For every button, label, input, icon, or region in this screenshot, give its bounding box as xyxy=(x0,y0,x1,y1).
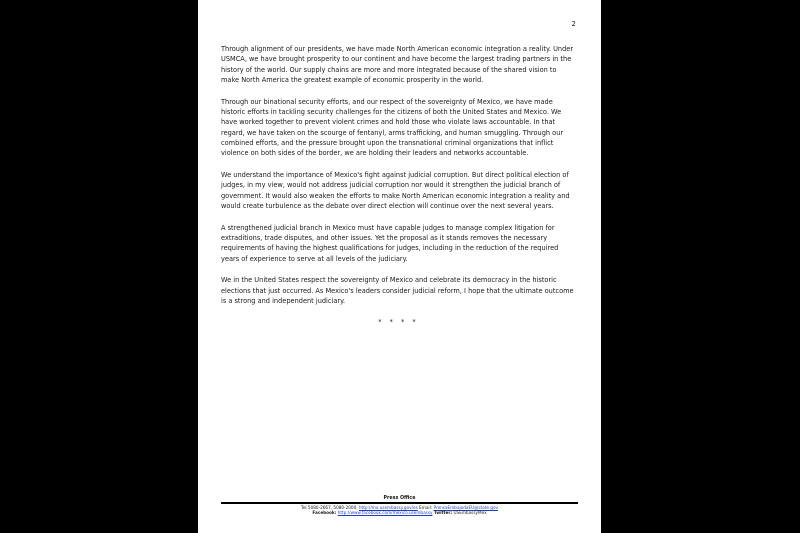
document-body xyxy=(221,44,576,326)
footer xyxy=(198,496,601,515)
end-mark: * * * * xyxy=(378,317,419,326)
footer-tel: Tel 5080-2667, 5080-2000, xyxy=(301,505,358,510)
paragraph-5: We in the United States respect the sovereignty of Mexico and celebrate its democracy in the historic elections that just occurred. As Mexico's leaders consider judicial reform, I hope that the ultimate outcome is a strong and independent judiciary. xyxy=(221,276,574,305)
paragraph-4: A strengthened judicial branch in Mexico must have capable judges to manage complex litigation for extraditions, trade disputes, and other issues. Yet the proposal as it stands removes the necessary requirements of having the highest qualifications for judges, including in the reduction of the required years of experience to serve at all levels of the judiciary. xyxy=(221,223,559,263)
footer-email-label: Email: xyxy=(419,505,433,510)
footer-website-link[interactable]: http://mx.usembassy.gov/es xyxy=(358,505,418,510)
page-number: 2 xyxy=(571,20,576,28)
footer-divider xyxy=(221,502,578,504)
footer-title: Press Office xyxy=(383,496,416,501)
footer-social-line xyxy=(198,510,601,515)
paragraph-3: We understand the importance of Mexico's fight against judicial corruption. But direct political election of judges, in my view, would not address judicial corruption nor would it strengthen the judicial branch of government. It would also weaken the efforts to make North American economic integration a reality and would create turbulence as the debate over direct election will continue over the next several years. xyxy=(221,170,570,210)
paragraph-2: Through our binational security efforts, and our respect of the sovereignty of Mexico, we have made historic efforts in tackling security challenges for the citizens of both the United States and Mexico. We have worked together to prevent violent crimes and hold those who violate laws accountable. In that regard, we have taken on the scourge of fentanyl, arms trafficking, and human smuggling. Through our combined efforts, and the pressure brought upon the transnational criminal organizations that inflict violence on both sides of the border, we are holding their leaders and networks accountable. xyxy=(221,97,564,158)
footer-twitter-handle: USEmbassyMex xyxy=(453,510,487,515)
paragraph-1: Through alignment of our presidents, we have made North American economic integration a reality. Under USMCA, we have brought prosperity to our continent and have become the largest trading partners in the history of the world. Our supply chains are more and more integrated because of the shared vision to make North America the greatest example of economic prosperity in the world. xyxy=(221,45,574,84)
document-page xyxy=(198,0,601,533)
footer-twitter-label: Twitter: xyxy=(433,510,453,515)
footer-email-link[interactable]: PrensaEmbajadaEU@state.gov xyxy=(433,505,498,510)
footer-facebook-label: Facebook: xyxy=(312,510,337,515)
footer-facebook-link[interactable]: http://www.facebook.com/mexico.usembassy xyxy=(337,510,433,515)
